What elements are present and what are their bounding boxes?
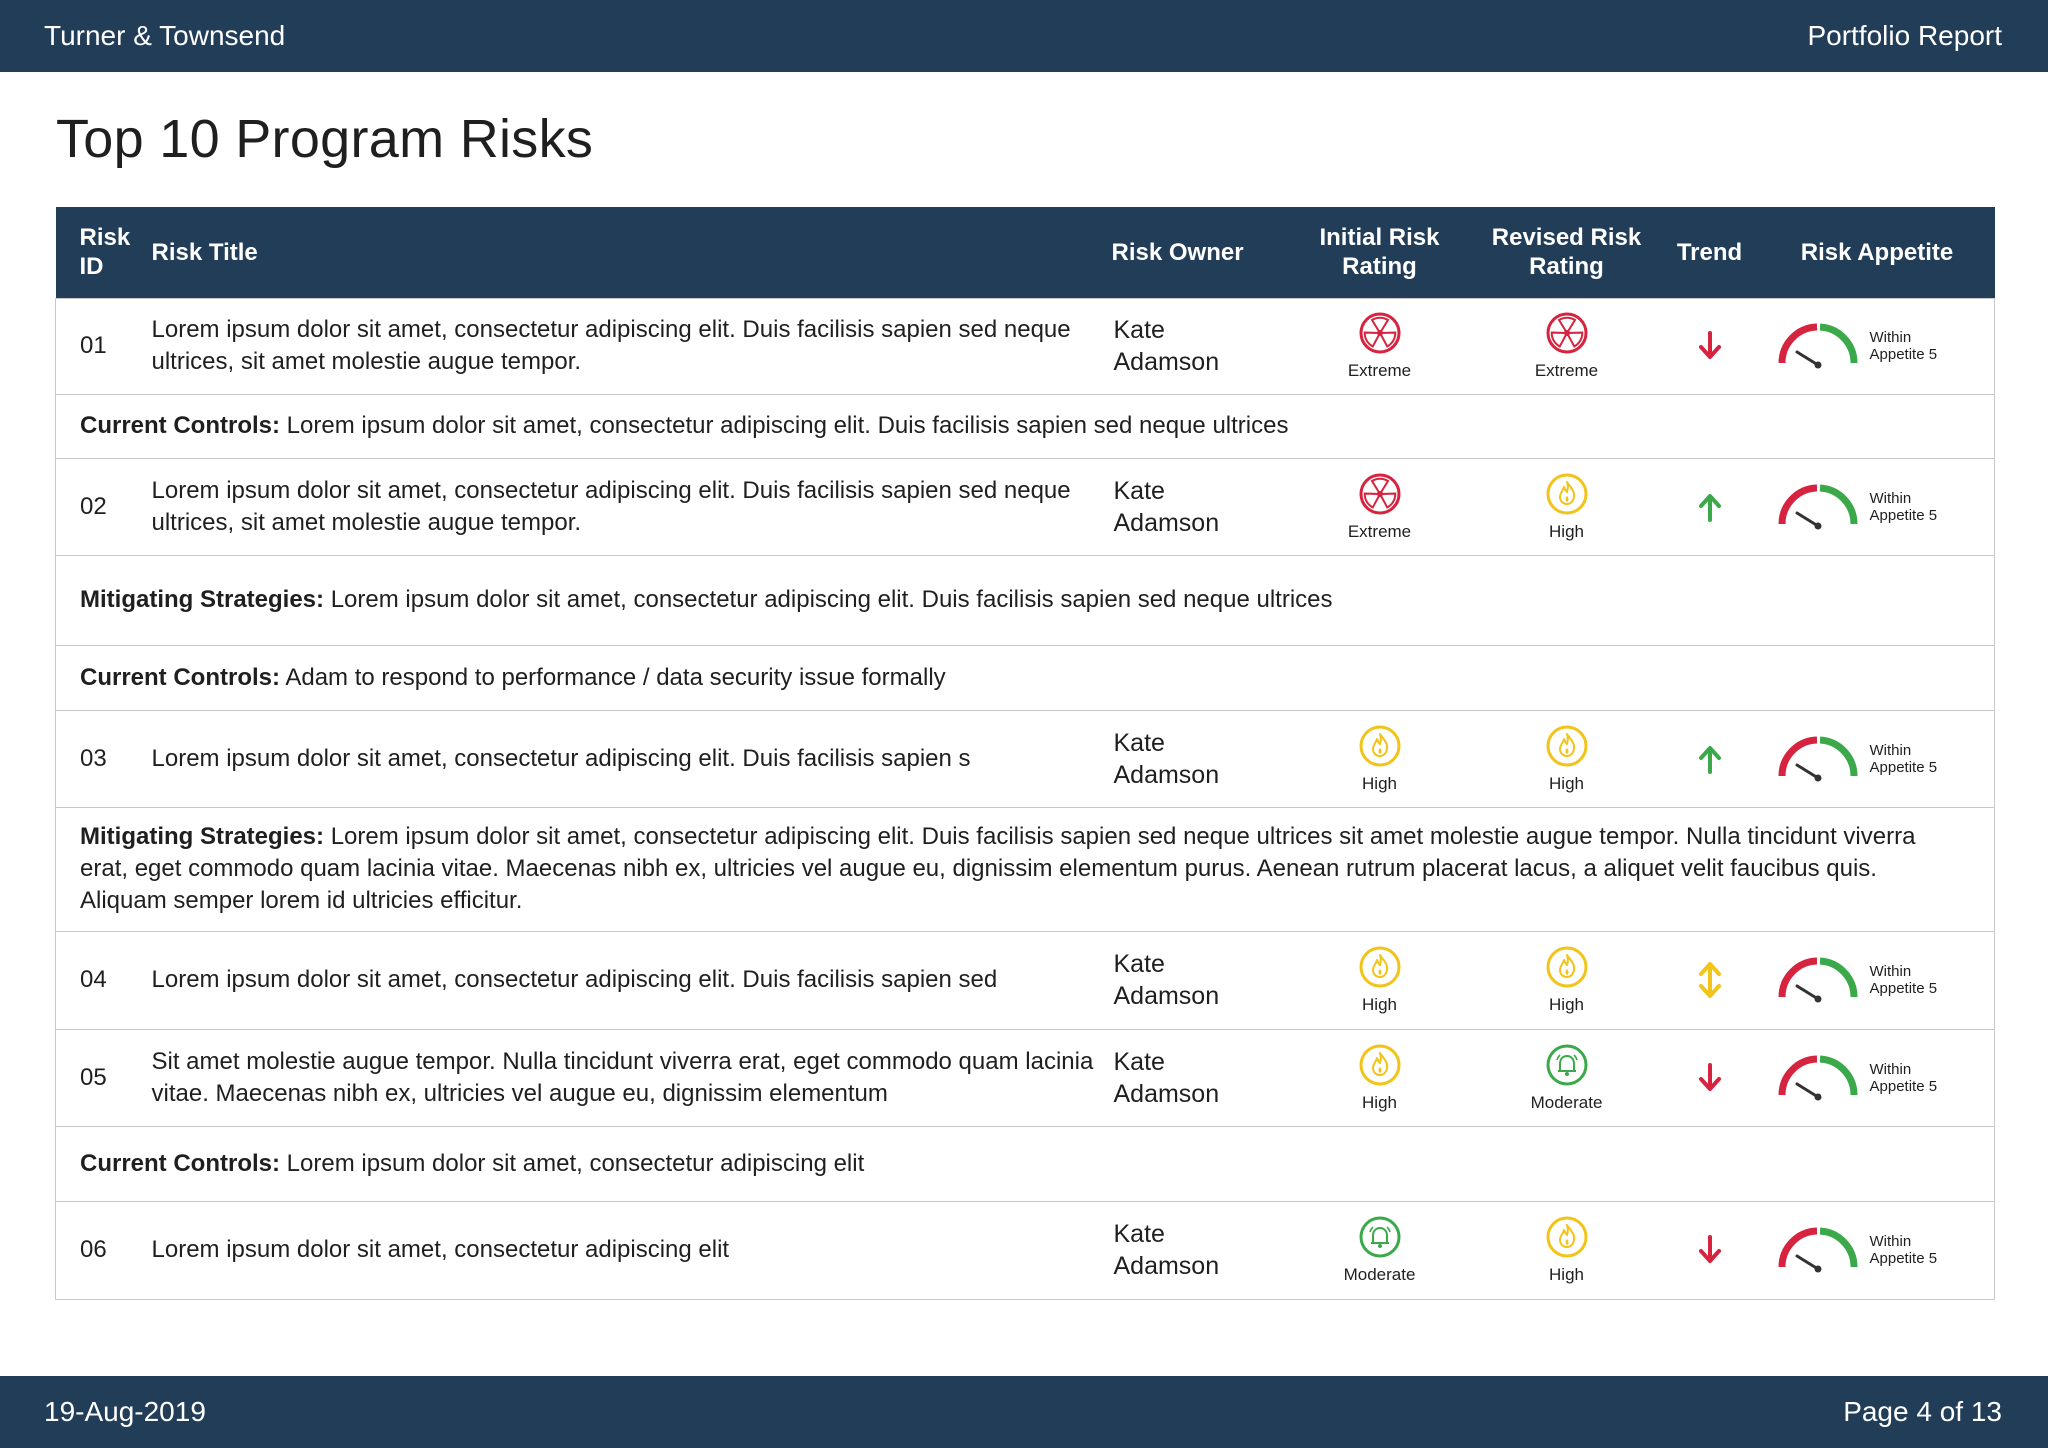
risk-title: Lorem ipsum dolor sit amet, consectetur adipiscing elit. Duis facilisis sapien s — [142, 710, 1102, 807]
note-label: Current Controls: — [80, 1149, 280, 1177]
risk-appetite — [1770, 734, 1985, 784]
risk-title: Lorem ipsum dolor sit amet, consectetur adipiscing elit. Duis facilisis sapien sed neque ultrices, sit amet molestie augue tempor. — [142, 298, 1102, 394]
table-row — [56, 710, 1995, 807]
risk-id: 05 — [56, 1029, 142, 1126]
bell-icon — [1545, 1043, 1589, 1087]
risk-appetite — [1770, 955, 1985, 1005]
risk-id: 02 — [56, 458, 142, 555]
risk-owner: Kate Adamson — [1102, 1029, 1286, 1126]
revised-rating — [1484, 945, 1650, 1015]
col-header-risk-id: Risk ID — [56, 207, 142, 298]
flame-icon — [1358, 724, 1402, 768]
initial-rating — [1296, 311, 1464, 381]
company-name: Turner & Townsend — [44, 20, 286, 51]
initial-rating — [1296, 472, 1464, 542]
radiation-icon — [1358, 472, 1402, 516]
bell-icon — [1358, 1215, 1402, 1259]
appetite-label: Within Appetite 5 — [1869, 489, 1938, 524]
table-row — [56, 458, 1995, 555]
table-header-row — [56, 207, 1995, 298]
risk-table — [55, 207, 1995, 1300]
table-row — [56, 298, 1995, 394]
risk-appetite — [1770, 321, 1985, 371]
risk-title: Sit amet molestie augue tempor. Nulla tincidunt viverra erat, eget commodo quam lacinia vitae. Maecenas nibh ex, ultricies vel augue eu, dignissim elementum — [142, 1029, 1102, 1126]
note-text: Lorem ipsum dolor sit amet, consectetur adipiscing elit. Duis facilisis sapien sed neque ultrices — [280, 412, 1289, 439]
revised-rating-label: High — [1549, 521, 1584, 541]
footer-bar — [0, 1376, 2048, 1448]
initial-rating — [1296, 1215, 1464, 1285]
header-bar — [0, 0, 2048, 72]
arrow-up-icon — [1670, 492, 1750, 522]
page-number: Page 4 of 13 — [1843, 1396, 2002, 1427]
flame-icon — [1358, 1043, 1402, 1087]
gauge-icon — [1776, 734, 1860, 784]
risk-id: 04 — [56, 931, 142, 1029]
risk-owner: Kate Adamson — [1102, 1201, 1286, 1299]
report-date: 19-Aug-2019 — [44, 1396, 206, 1427]
note-label: Current Controls: — [80, 663, 280, 691]
risk-owner: Kate Adamson — [1102, 710, 1286, 807]
initial-rating-label: High — [1362, 1092, 1397, 1112]
flame-icon — [1545, 1215, 1589, 1259]
col-header-trend: Trend — [1660, 207, 1760, 298]
revised-rating-label: Moderate — [1530, 1092, 1603, 1112]
gauge-icon — [1776, 1225, 1860, 1275]
col-header-initial-rating: Initial Risk Rating — [1286, 207, 1474, 298]
initial-rating-label: High — [1362, 995, 1397, 1014]
col-header-revised-rating: Revised Risk Rating — [1474, 207, 1660, 298]
arrow-down-icon — [1670, 331, 1750, 361]
col-header-risk-title: Risk Title — [142, 207, 1102, 298]
appetite-label: Within Appetite 5 — [1869, 1060, 1938, 1095]
arrow-down-icon — [1670, 1235, 1750, 1265]
flame-icon — [1545, 945, 1589, 989]
risk-appetite — [1770, 1225, 1985, 1275]
initial-rating — [1296, 1043, 1464, 1113]
note-row — [56, 1126, 1995, 1201]
note-text: Lorem ipsum dolor sit amet, consectetur adipiscing elit — [280, 1149, 865, 1177]
arrow-up-icon — [1670, 744, 1750, 774]
risk-owner: Kate Adamson — [1102, 458, 1286, 555]
initial-rating — [1296, 724, 1464, 794]
note-label: Mitigating Strategies: — [80, 586, 325, 613]
risk-title: Lorem ipsum dolor sit amet, consectetur adipiscing elit — [142, 1201, 1102, 1299]
appetite-label: Within Appetite 5 — [1869, 329, 1938, 363]
table-row — [56, 931, 1995, 1029]
note-row — [56, 645, 1995, 710]
gauge-icon — [1776, 321, 1860, 371]
risk-id: 06 — [56, 1201, 142, 1299]
note-row — [56, 555, 1995, 645]
arrow-up-down-icon — [1670, 961, 1750, 999]
risk-owner: Kate Adamson — [1102, 298, 1286, 394]
radiation-icon — [1358, 311, 1402, 355]
arrow-down-icon — [1670, 1063, 1750, 1093]
risk-appetite — [1770, 482, 1985, 532]
radiation-icon — [1545, 311, 1589, 355]
initial-rating-label: Extreme — [1347, 521, 1412, 541]
appetite-label: Within Appetite 5 — [1869, 963, 1938, 997]
col-header-risk-appetite: Risk Appetite — [1760, 207, 1995, 298]
note-label: Current Controls: — [80, 412, 280, 439]
note-text: Lorem ipsum dolor sit amet, consectetur adipiscing elit. Duis facilisis sapien sed neque ultrices sit amet molestie augue tempor. Nulla tincidunt viverra erat, eget commodo quam lacinia vitae. Maecenas nibh ex, ultricies vel augue eu, dignissim elementum purus. Aenean rutrum placerat lacus, a aliquet velit faucibus quis. Aliquam semper lorem id ultricies efficitur. — [80, 823, 1916, 914]
revised-rating — [1484, 472, 1650, 542]
flame-icon — [1358, 945, 1402, 989]
risk-title: Lorem ipsum dolor sit amet, consectetur adipiscing elit. Duis facilisis sapien sed — [142, 931, 1102, 1029]
revised-rating-label: Extreme — [1534, 361, 1599, 380]
flame-icon — [1545, 724, 1589, 768]
table-row — [56, 1029, 1995, 1126]
table-row — [56, 1201, 1995, 1299]
revised-rating — [1484, 1215, 1650, 1285]
note-text: Lorem ipsum dolor sit amet, consectetur adipiscing elit. Duis facilisis sapien sed neque ultrices — [324, 586, 1333, 613]
revised-rating-label: High — [1549, 995, 1584, 1014]
appetite-label: Within Appetite 5 — [1869, 1233, 1938, 1267]
initial-rating-label: Extreme — [1347, 361, 1412, 380]
note-text: Adam to respond to performance / data security issue formally — [280, 663, 946, 691]
flame-icon — [1545, 472, 1589, 516]
appetite-label: Within Appetite 5 — [1869, 741, 1938, 776]
revised-rating — [1484, 724, 1650, 794]
revised-rating-label: High — [1549, 1265, 1584, 1284]
initial-rating-label: High — [1362, 773, 1397, 793]
initial-rating-label: Moderate — [1343, 1265, 1416, 1284]
risk-appetite — [1770, 1053, 1985, 1103]
initial-rating — [1296, 945, 1464, 1015]
note-label: Mitigating Strategies: — [80, 823, 325, 850]
gauge-icon — [1776, 955, 1860, 1005]
revised-rating — [1484, 311, 1650, 381]
report-name: Portfolio Report — [1807, 20, 2002, 51]
revised-rating — [1484, 1043, 1650, 1113]
risk-id: 01 — [56, 298, 142, 394]
note-row — [56, 394, 1995, 458]
revised-rating-label: High — [1549, 773, 1584, 793]
risk-title: Lorem ipsum dolor sit amet, consectetur adipiscing elit. Duis facilisis sapien sed neque ultrices, sit amet molestie augue tempor. — [142, 458, 1102, 555]
risk-id: 03 — [56, 710, 142, 807]
risk-owner: Kate Adamson — [1102, 931, 1286, 1029]
gauge-icon — [1776, 1053, 1860, 1103]
page-title: Top 10 Program Risks — [56, 109, 594, 169]
col-header-risk-owner: Risk Owner — [1102, 207, 1286, 298]
note-row — [56, 807, 1995, 931]
gauge-icon — [1776, 482, 1860, 532]
